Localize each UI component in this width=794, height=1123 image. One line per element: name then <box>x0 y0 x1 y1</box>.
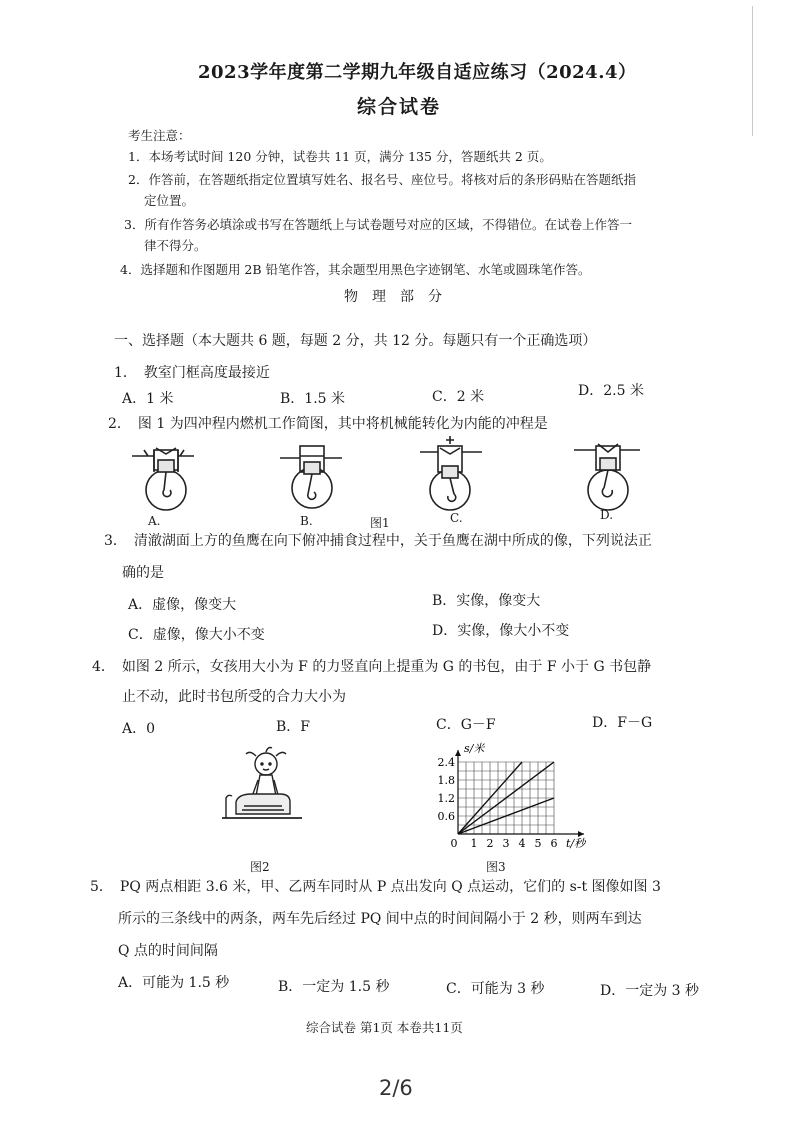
y-tick-label: 1.8 <box>437 774 455 787</box>
notice-item: 3．所有作答务必填涂或书写在答题纸上与试卷题号对应的区域，不得错位。在试卷上作答一 <box>124 217 632 232</box>
y-tick-label: 1.2 <box>437 792 455 805</box>
figure-2-caption: 图2 <box>250 860 270 874</box>
y-tick-label: 2.4 <box>437 756 455 769</box>
y-axis-arrow <box>455 750 461 756</box>
q1-option-d: D．2.5 米 <box>578 383 644 399</box>
question-5-stem-cont: 所示的三条线中的两条，两车先后经过 PQ 间中点的时间间隔小于 2 秒，则两车到达 <box>118 911 642 927</box>
engine-b-icon <box>280 446 342 508</box>
figure-1-label-d: D. <box>600 508 614 522</box>
page-counter: 2/6 <box>379 1076 413 1100</box>
x-tick-label: 0 <box>450 837 458 850</box>
figure-3-caption: 图3 <box>486 860 506 874</box>
question-3-stem-cont: 确的是 <box>122 565 164 581</box>
question-4-stem: 4． 如图 2 所示，女孩用大小为 F 的力竖直向上提重为 G 的书包，由于 F 小于 G 书包静 <box>92 659 652 675</box>
q1-option-b: B．1.5 米 <box>280 391 346 407</box>
x-tick-label: 1 <box>470 837 478 850</box>
q4-option-c: C．G－F <box>436 717 496 733</box>
q3-option-a: A．虚像，像变大 <box>128 597 237 613</box>
question-2-stem: 2． 图 1 为四冲程内燃机工作简图，其中将机械能转化为内能的冲程是 <box>108 416 548 432</box>
q4-option-a: A．0 <box>122 721 156 737</box>
q5-option-d: D．一定为 3 秒 <box>600 983 700 999</box>
question-5-stem: 5． PQ 两点相距 3.6 米，甲、乙两车同时从 P 点出发向 Q 点运动，它们的 s-t 图像如图 3 <box>90 879 661 895</box>
question-1-stem: 1． 教室门框高度最接近 <box>114 365 270 381</box>
engine-a-icon <box>132 448 194 510</box>
q4-option-d: D．F－G <box>592 715 653 731</box>
q3-option-b: B．实像，像变大 <box>432 593 541 609</box>
notice-item: 定位置。 <box>144 193 195 208</box>
notice-item: 1．本场考试时间 120 分钟，试卷共 11 页，满分 135 分，答题纸共 2 页。 <box>128 149 552 164</box>
q3-option-d: D．实像，像大小不变 <box>432 623 570 639</box>
chart-y-axis-label: s/米 <box>464 742 485 755</box>
exam-title: 2023学年度第二学期九年级自适应练习（2024.4） <box>198 62 637 83</box>
part-heading: 一、选择题（本大题共 6 题，每题 2 分，共 12 分。每题只有一个正确选项） <box>114 333 597 349</box>
x-tick-label: 4 <box>518 837 526 850</box>
figure-2-girl-bag <box>222 744 302 836</box>
x-tick-label: 3 <box>502 837 510 850</box>
scan-edge-line <box>752 6 753 136</box>
chart-x-axis-label: t/秒 <box>566 837 586 850</box>
figure-1-label-a: A. <box>148 514 161 528</box>
question-5-stem-cont: Q 点的时间间隔 <box>118 943 218 959</box>
exam-subtitle: 综合试卷 <box>357 96 442 118</box>
q4-option-b: B．F <box>276 719 311 735</box>
q1-option-a: A．1 米 <box>122 391 174 407</box>
chart-grid <box>455 750 584 837</box>
q1-option-c: C．2 米 <box>432 389 485 405</box>
section-title: 物理部分 <box>344 289 456 305</box>
q5-option-c: C．可能为 3 秒 <box>446 981 545 997</box>
q3-option-c: C．虚像，像大小不变 <box>128 627 265 643</box>
notice-heading: 考生注意： <box>128 128 191 143</box>
question-4-stem-cont: 止不动，此时书包所受的合力大小为 <box>122 689 346 705</box>
x-tick-label: 6 <box>550 837 558 850</box>
figure-1-engines <box>120 432 680 524</box>
page-footer: 综合试卷 第1页 本卷共11页 <box>306 1020 463 1035</box>
x-tick-label: 5 <box>534 837 542 850</box>
figure-3-st-graph <box>432 742 602 858</box>
engine-c-icon <box>420 436 482 510</box>
y-tick-label: 0.6 <box>437 810 455 823</box>
question-3-stem: 3． 清澈湖面上方的鱼鹰在向下俯冲捕食过程中，关于鱼鹰在湖中所成的像，下列说法正 <box>104 533 652 549</box>
figure-1-label-b: B. <box>300 514 313 528</box>
notice-item: 4．选择题和作图题用 2B 铅笔作答，其余题型用黑色字迹钢笔、水笔或圆珠笔作答。 <box>120 262 591 277</box>
q5-option-a: A．可能为 1.5 秒 <box>118 975 230 991</box>
q5-option-b: B．一定为 1.5 秒 <box>278 979 390 995</box>
figure-1-label-c: C. <box>450 511 463 525</box>
notice-item: 律不得分。 <box>144 238 207 253</box>
figure-1-caption: 图1 <box>370 516 390 530</box>
notice-item: 2．作答前，在答题纸指定位置填写姓名、报名号、座位号。将核对后的条形码贴在答题纸指 <box>128 172 636 187</box>
x-tick-label: 2 <box>486 837 494 850</box>
engine-d-icon <box>574 444 640 510</box>
